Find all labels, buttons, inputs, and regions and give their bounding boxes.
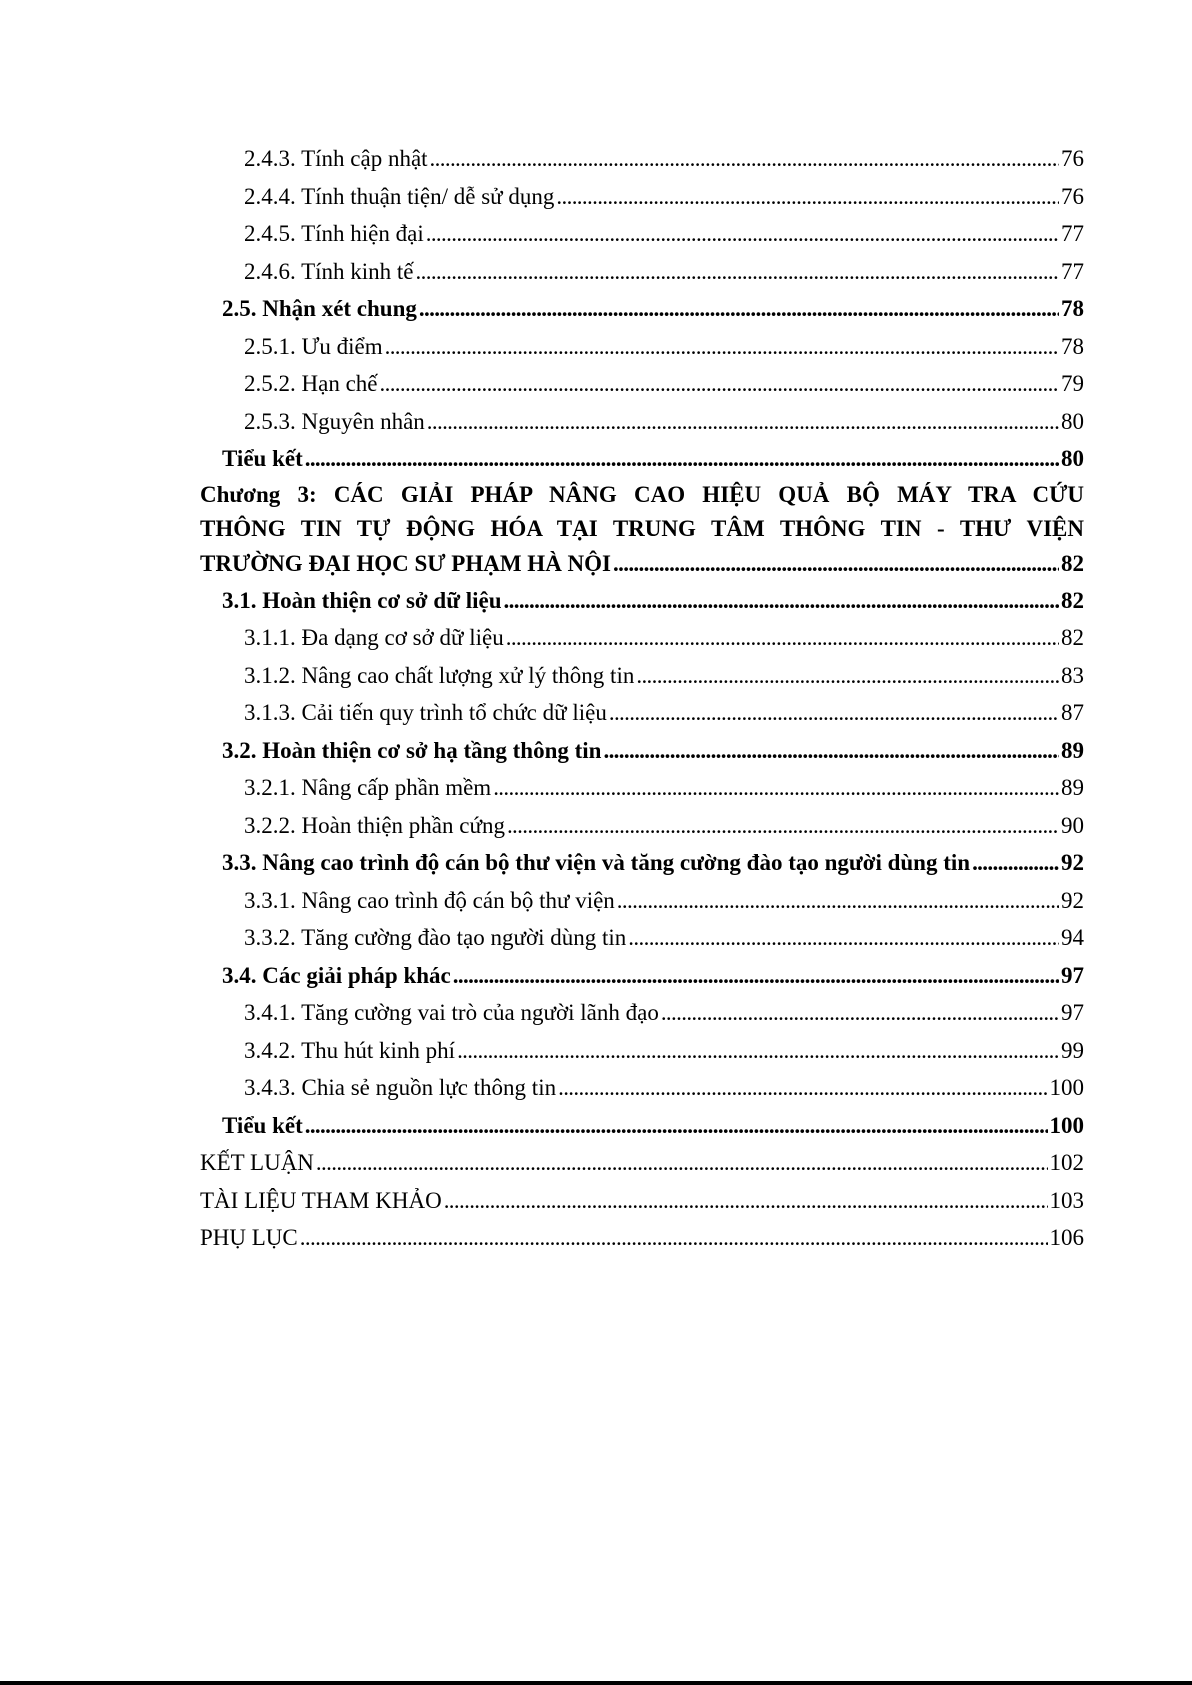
toc-entry-label: KẾT LUẬN (200, 1150, 314, 1175)
toc-entry-label: 3.3.2. Tăng cường đào tạo người dùng tin (244, 925, 627, 950)
toc-entry-label: 3.3.1. Nâng cao trình độ cán bộ thư viện (244, 887, 615, 913)
toc-entry-page-number: 82 (1061, 625, 1084, 650)
toc-entry-page-number: 79 (1061, 371, 1084, 396)
toc-entry[interactable] (244, 1069, 1084, 1107)
dot-leader (427, 403, 1059, 441)
dot-leader (453, 957, 1059, 995)
toc-entry-label: 3.1. Hoàn thiện cơ sở dữ liệu (222, 587, 502, 613)
toc-entry-page-number: 103 (1049, 1187, 1084, 1213)
toc-entry-page-number: 97 (1061, 1000, 1084, 1025)
toc-entry-label: 3.4.2. Thu hút kinh phí (244, 1037, 456, 1063)
toc-entry[interactable] (200, 1144, 1084, 1182)
toc-entry[interactable] (244, 919, 1084, 957)
toc-entry[interactable] (244, 140, 1084, 178)
toc-entry[interactable] (244, 365, 1084, 403)
toc-entry-label: PHỤ LỤC (200, 1225, 298, 1250)
toc-entry[interactable] (244, 694, 1084, 732)
dot-leader (609, 694, 1059, 732)
dot-leader (380, 365, 1060, 403)
dot-leader (430, 140, 1059, 178)
toc-entry[interactable] (244, 619, 1084, 657)
toc-entry[interactable] (222, 732, 1084, 770)
toc-entry-label: 2.4.3. Tính cập nhật (244, 146, 428, 171)
toc-entry-label: 3.2. Hoàn thiện cơ sở hạ tầng thông tin (222, 737, 602, 763)
toc-entry[interactable] (244, 994, 1084, 1032)
chapter-title-line-2: THÔNG TIN TỰ ĐỘNG HÓA TẠI TRUNG TÂM THÔNG TIN - THƯ VIỆN (200, 515, 1084, 541)
page-number: 82 (1061, 550, 1084, 576)
toc-entry[interactable] (244, 215, 1084, 253)
toc-entry[interactable] (244, 178, 1084, 216)
dot-leader (316, 1144, 1048, 1182)
toc-entry-page-number: 100 (1049, 1112, 1084, 1138)
toc-entry-page-number: 106 (1049, 1225, 1084, 1250)
toc-entry-page-number: 82 (1061, 587, 1084, 613)
chapter-title-text: TRƯỜNG ĐẠI HỌC SƯ PHẠM HÀ NỘI (200, 550, 612, 576)
toc-entry-label: Tiểu kết (222, 1112, 303, 1138)
toc-entry-page-number: 92 (1061, 850, 1084, 875)
toc-entry[interactable] (244, 403, 1084, 441)
dot-leader (636, 657, 1059, 695)
toc-entry-page-number: 92 (1061, 887, 1084, 913)
toc-entry[interactable] (244, 807, 1084, 845)
dot-leader (305, 440, 1059, 478)
dot-leader (603, 732, 1059, 770)
dot-leader (617, 882, 1059, 920)
toc-entry-label: 2.4.5. Tính hiện đại (244, 221, 424, 246)
toc-entry-page-number: 99 (1061, 1037, 1084, 1063)
toc-section-chapter3 (0, 582, 1192, 1257)
dot-leader (419, 290, 1059, 328)
toc-entry-page-number: 87 (1061, 700, 1084, 725)
toc-entry-label: Tiểu kết (222, 446, 303, 471)
toc-entry[interactable] (200, 1219, 1084, 1257)
toc-entry-label: 2.5.2. Hạn chế (244, 371, 378, 396)
toc-entry-page-number: 76 (1061, 146, 1084, 171)
toc-entry-page-number: 76 (1061, 183, 1084, 209)
toc-entry[interactable] (244, 253, 1084, 291)
dot-leader (972, 844, 1059, 882)
toc-entry[interactable] (222, 582, 1084, 620)
toc-entry-page-number: 94 (1061, 925, 1084, 950)
toc-entry[interactable] (222, 957, 1084, 995)
dot-leader (507, 807, 1059, 845)
toc-entry-label: 3.3. Nâng cao trình độ cán bộ thư viện và tăng cường đào tạo người dùng tin (222, 850, 971, 875)
toc-entry-page-number: 80 (1061, 408, 1084, 434)
toc-entry[interactable] (244, 328, 1084, 366)
toc-entry-label: 2.4.6. Tính kinh tế (244, 258, 414, 284)
toc-entry-label: 3.2.2. Hoàn thiện phần cứng (244, 812, 505, 838)
dot-leader (444, 1182, 1048, 1220)
toc-entry-label: 2.5. Nhận xét chung (222, 296, 417, 321)
toc-entry[interactable] (222, 844, 1084, 882)
toc-entry-page-number: 80 (1061, 446, 1084, 471)
toc-entry[interactable] (222, 290, 1084, 328)
toc-entry-label: 3.4.1. Tăng cường vai trò của người lãnh đạo (244, 1000, 659, 1025)
dot-leader (305, 1107, 1048, 1145)
toc-entry[interactable] (222, 440, 1084, 478)
toc-entry[interactable] (244, 657, 1084, 695)
toc-entry-label: 3.1.1. Đa dạng cơ sở dữ liệu (244, 625, 504, 650)
page-bottom-border (0, 1681, 1192, 1685)
table-of-contents (0, 140, 1192, 1257)
toc-entry-page-number: 89 (1061, 737, 1084, 763)
toc-entry-label: 3.4. Các giải pháp khác (222, 962, 451, 988)
toc-section-chapter2 (0, 140, 1192, 478)
dot-leader (426, 215, 1059, 253)
dot-leader (493, 769, 1059, 807)
toc-entry-page-number: 78 (1061, 296, 1084, 321)
toc-entry-label: 3.1.3. Cải tiến quy trình tổ chức dữ liệu (244, 700, 607, 725)
toc-entry-page-number: 100 (1049, 1075, 1084, 1100)
toc-entry-page-number: 77 (1061, 221, 1084, 246)
toc-entry-page-number: 97 (1061, 962, 1084, 988)
dot-leader (558, 1069, 1047, 1107)
toc-entry-page-number: 83 (1061, 662, 1084, 688)
toc-entry-page-number: 78 (1061, 333, 1084, 359)
toc-entry-label: TÀI LIỆU THAM KHẢO (200, 1187, 442, 1213)
toc-entry-label: 3.1.2. Nâng cao chất lượng xử lý thông tin (244, 662, 635, 688)
dot-leader (300, 1219, 1048, 1257)
chapter-title-line-3 (200, 546, 1084, 582)
dot-leader (457, 1032, 1059, 1070)
dot-leader (661, 994, 1059, 1032)
toc-entry-page-number: 77 (1061, 258, 1084, 284)
toc-entry-label: 3.4.3. Chia sẻ nguồn lực thông tin (244, 1075, 557, 1100)
toc-entry-label: 2.5.1. Ưu điểm (244, 333, 383, 359)
toc-chapter-3-heading[interactable] (200, 478, 1084, 582)
toc-entry[interactable] (244, 1032, 1084, 1070)
dot-leader (628, 919, 1059, 957)
toc-entry[interactable] (222, 1107, 1084, 1145)
dot-leader (504, 582, 1059, 620)
chapter-title-line-1: Chương 3: CÁC GIẢI PHÁP NÂNG CAO HIỆU QUẢ BỘ MÁY TRA CỨU (200, 481, 1084, 507)
toc-entry-page-number: 89 (1061, 775, 1084, 800)
toc-entry-label: 2.4.4. Tính thuận tiện/ dễ sử dụng (244, 183, 555, 209)
toc-entry-label: 3.2.1. Nâng cấp phần mềm (244, 775, 492, 800)
dot-leader (613, 546, 1059, 582)
toc-entry-page-number: 102 (1049, 1150, 1084, 1175)
toc-entry-label: 2.5.3. Nguyên nhân (244, 408, 425, 434)
dot-leader (416, 253, 1059, 291)
toc-entry[interactable] (244, 882, 1084, 920)
dot-leader (385, 328, 1059, 366)
toc-entry[interactable] (244, 769, 1084, 807)
toc-entry[interactable] (200, 1182, 1084, 1220)
dot-leader (506, 619, 1059, 657)
toc-entry-page-number: 90 (1061, 812, 1084, 838)
dot-leader (556, 178, 1059, 216)
